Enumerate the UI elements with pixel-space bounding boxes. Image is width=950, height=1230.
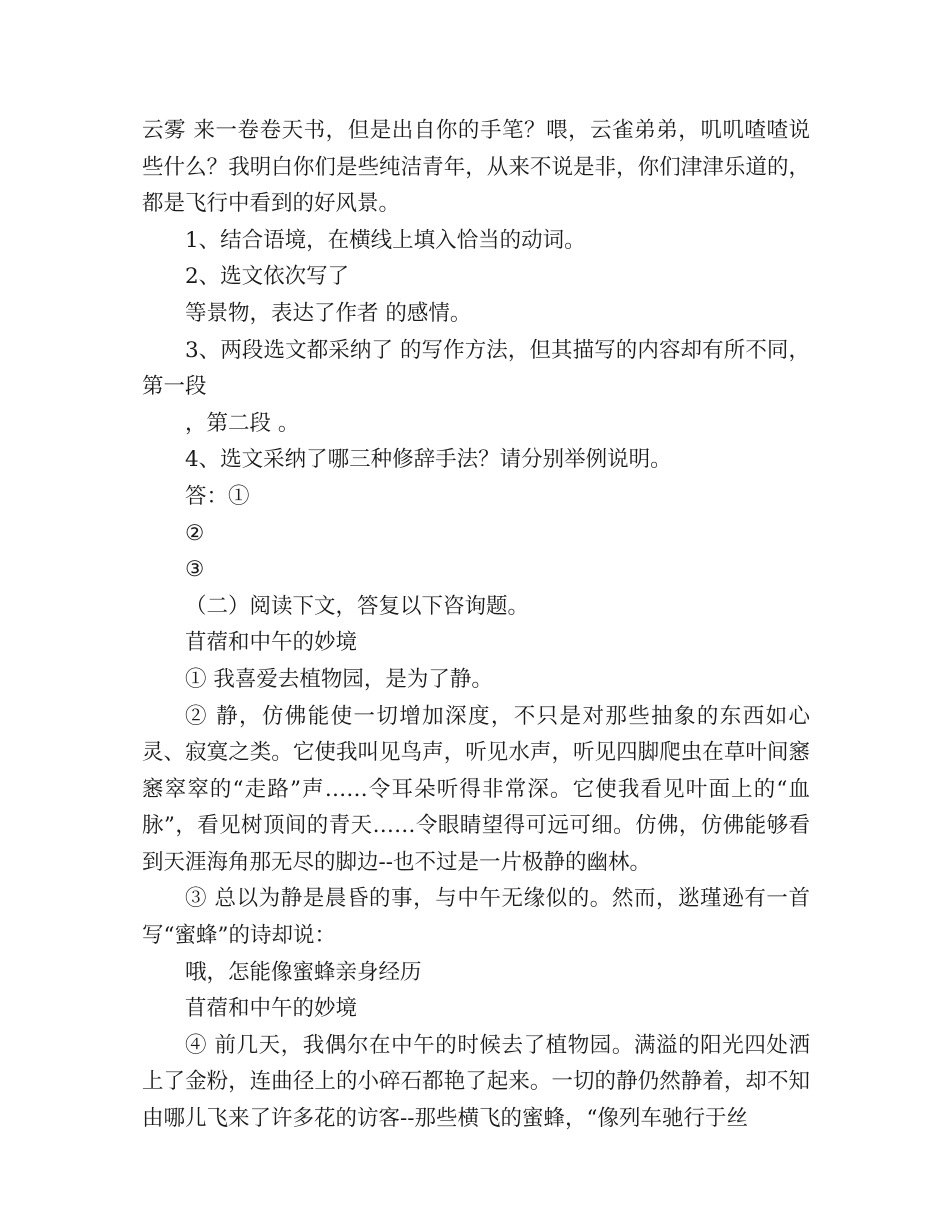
article-paragraph-2: ② 静，仿佛能使一切增加深度，不只是对那些抽象的东西如心灵、寂寞之类。它使我叫见鸟声，听见水声，听见四脚爬虫在草叶间窸窸窣窣的“走路”声……令耳朵听得非常深。它使我看见叶面上的“血脉”，看见树顶间的青天……令眼睛望得可远可细。仿佛，仿佛能够看到天涯海角那无尽的脚边--也不过是一片极静的幽林。 [142, 703, 810, 875]
question-2: 2、选文依次写了 [185, 264, 350, 290]
article-paragraph-4: ④ 前几天，我偶尔在中午的时候去了植物园。满溢的阳光四处洒上了金粉，连曲径上的小碎石都艳了起来。一切的静仍然静着，却不知由哪儿飞来了许多花的访客--那些横飞的蜜蜂，“像列车驰行于丝 [142, 1032, 810, 1132]
question-3: 3、两段选文都采纳了 的写作方法，但其描写的内容却有所不同，第一段 [142, 337, 810, 400]
document-body [142, 113, 810, 1138]
poem-line-2: 苜蓿和中午的妙境 [185, 996, 358, 1022]
answer-1: 答：① [185, 483, 250, 509]
question-4: 4、选文采纳了哪三种修辞手法？请分别举例说明。 [185, 447, 672, 473]
article-paragraph-3: ③ 总以为静是晨昏的事，与中午无缘似的。然而，逖瑾逊有一首写“蜜蜂”的诗却说： [142, 886, 810, 949]
answer-3: ③ [185, 557, 205, 583]
section-heading: （二）阅读下文，答复以下咨询题。 [185, 593, 530, 619]
answer-2: ② [185, 520, 205, 546]
question-3-continued: ，第二段 。 [185, 410, 300, 436]
article-title: 苜蓿和中午的妙境 [185, 630, 358, 656]
paragraph-intro: 云雾 来一卷卷天书，但是出自你的手笔？喂，云雀弟弟，叽叽喳喳说些什么？我明白你们是些纯洁青年，从来不说是非，你们津津乐道的，都是飞行中看到的好风景。 [142, 118, 810, 217]
article-paragraph-1: ① 我喜爱去植物园，是为了静。 [185, 666, 493, 692]
question-2-continued: 等景物，表达了作者 的感情。 [185, 300, 472, 326]
question-1: 1、结合语境，在横线上填入恰当的动词。 [185, 227, 586, 253]
poem-line-1: 哦，怎能像蜜蜂亲身经历 [185, 959, 422, 985]
